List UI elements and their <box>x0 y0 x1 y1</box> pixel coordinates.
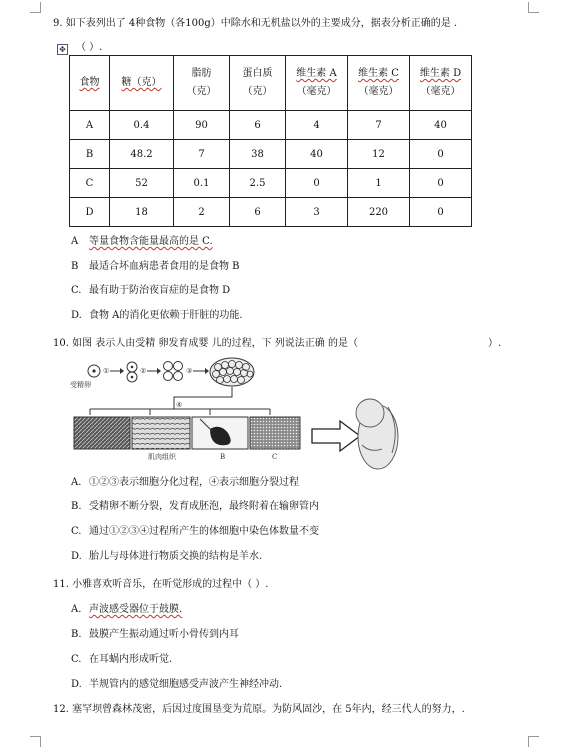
table-cell: 40 <box>286 140 348 169</box>
table-cell: C <box>70 169 110 198</box>
table-header-text: （毫克） <box>296 86 337 97</box>
table-cell: B <box>70 140 110 169</box>
label-muscle-tissue: 肌肉组织 <box>148 453 176 461</box>
table-header-row <box>70 56 472 111</box>
corner-mark-bottom-left <box>30 736 41 747</box>
table-cell: 7 <box>348 111 410 140</box>
blastocyst-cluster <box>210 358 254 386</box>
q10-option-d: D. 胎儿与母体进行物质交换的结构是羊水. <box>71 551 263 562</box>
table-header-cell <box>174 56 230 111</box>
table-header-text: （克） <box>186 86 217 97</box>
table-header-text: 维生素 A <box>296 68 337 79</box>
label-fertilized-egg: 受精卵 <box>70 381 91 389</box>
table-cell: 0 <box>286 169 348 198</box>
table-cell: 12 <box>348 140 410 169</box>
table-move-handle-icon[interactable]: ✥ <box>57 44 68 55</box>
embryo-development-figure <box>70 357 400 472</box>
q10-stem: 10. 如图 表示人由受精 卵发育成婴 儿的过程，下 列说法正确 的是（ <box>53 338 358 349</box>
table-row <box>70 111 472 140</box>
table-header-text: 糖（克） <box>121 77 162 88</box>
table-header-text: （毫克） <box>358 86 399 97</box>
table-cell: 7 <box>174 140 230 169</box>
q9-option-b: B 最适合坏血病患者食用的是食物 B <box>71 261 240 272</box>
table-header-cell <box>348 56 410 111</box>
q11-option-a: A. 声波感受器位于鼓膜. <box>71 604 183 615</box>
q9-option-a: A 等量食物含能量最高的是 C. <box>71 236 213 247</box>
table-cell: 0 <box>410 198 472 227</box>
table-cell: 220 <box>348 198 410 227</box>
corner-mark-top-left <box>30 2 41 13</box>
differentiation-arrows <box>90 387 270 415</box>
table-cell: 2 <box>174 198 230 227</box>
q9-paren: （ ）. <box>76 42 103 53</box>
table-header-text: （克） <box>242 86 273 97</box>
fetus-illustration <box>356 399 398 469</box>
svg-text:④: ④ <box>176 401 183 409</box>
table-header-text: 脂肪 <box>191 68 212 79</box>
table-row <box>70 198 472 227</box>
q10-option-c: C. 通过①②③④过程所产生的体细胞中染色体数量不变 <box>71 526 319 537</box>
table-cell: 18 <box>110 198 174 227</box>
tissue-image-muscle <box>132 417 190 449</box>
table-cell: D <box>70 198 110 227</box>
q10-paren-close: ）. <box>488 338 502 349</box>
table-header-cell <box>70 56 110 111</box>
table-header-cell <box>230 56 286 111</box>
table-cell: 3 <box>286 198 348 227</box>
svg-text:①: ① <box>103 367 110 375</box>
q11-option-d: D. 半规管内的感觉细胞感受声波产生神经冲动. <box>71 679 283 690</box>
cell-division-sequence <box>70 362 209 390</box>
food-nutrient-table <box>69 55 472 227</box>
table-cell: 2.5 <box>230 169 286 198</box>
q9-option-d: D. 食物 A的消化更依赖于肝脏的功能. <box>71 310 243 321</box>
table-header-cell <box>410 56 472 111</box>
q9-stem: 9. 如下表列出了 4种食物（各100g）中除水和无机盐以外的主要成分，据表分析正确的是 . <box>53 18 458 29</box>
table-row <box>70 140 472 169</box>
table-header-cell <box>286 56 348 111</box>
table-header-text: 维生素 C <box>358 68 399 79</box>
table-cell: 6 <box>230 111 286 140</box>
tissue-image-a <box>74 417 130 449</box>
table-cell: 0 <box>410 169 472 198</box>
tissue-image-c <box>250 417 300 449</box>
table-header-text: （毫克） <box>420 86 461 97</box>
q11-option-c: C. 在耳蜗内形成听觉. <box>71 654 173 665</box>
table-cell: A <box>70 111 110 140</box>
label-c: C <box>272 453 278 461</box>
table-cell: 48.2 <box>110 140 174 169</box>
q10-option-b: B. 受精卵不断分裂，发育成胚泡，最终附着在输卵管内 <box>71 501 319 512</box>
svg-text:③: ③ <box>186 367 193 375</box>
corner-mark-top-right <box>528 2 539 13</box>
table-cell: 38 <box>230 140 286 169</box>
table-cell: 1 <box>348 169 410 198</box>
table-header-text: 维生素 D <box>419 68 462 79</box>
table-cell: 0.1 <box>174 169 230 198</box>
q12-stem: 12. 塞罕坝曾森林茂密，后因过度围垦变为荒原。为防风固沙，在 5年内，经三代人的努力，. <box>53 704 465 715</box>
q9-option-c: C. 最有助于防治夜盲症的是食物 D <box>71 285 231 296</box>
table-cell: 0.4 <box>110 111 174 140</box>
svg-text:②: ② <box>140 367 147 375</box>
table-header-text: 食物 <box>79 77 100 88</box>
table-header-cell <box>110 56 174 111</box>
table-row <box>70 169 472 198</box>
label-b: B <box>220 453 226 461</box>
table-cell: 90 <box>174 111 230 140</box>
table-cell: 52 <box>110 169 174 198</box>
table-cell: 40 <box>410 111 472 140</box>
table-header-text: 蛋白质 <box>242 68 273 79</box>
development-arrow-icon <box>312 421 360 451</box>
q11-option-b: B. 鼓膜产生振动通过听小骨传到内耳 <box>71 629 239 640</box>
table-cell: 0 <box>410 140 472 169</box>
corner-mark-bottom-right <box>528 736 539 747</box>
table-cell: 4 <box>286 111 348 140</box>
q11-stem: 11. 小雅喜欢听音乐，在听觉形成的过程中（ ）. <box>53 579 269 590</box>
q10-option-a: A. ①②③表示细胞分化过程，④表示细胞分裂过程 <box>71 477 299 488</box>
table-cell: 6 <box>230 198 286 227</box>
